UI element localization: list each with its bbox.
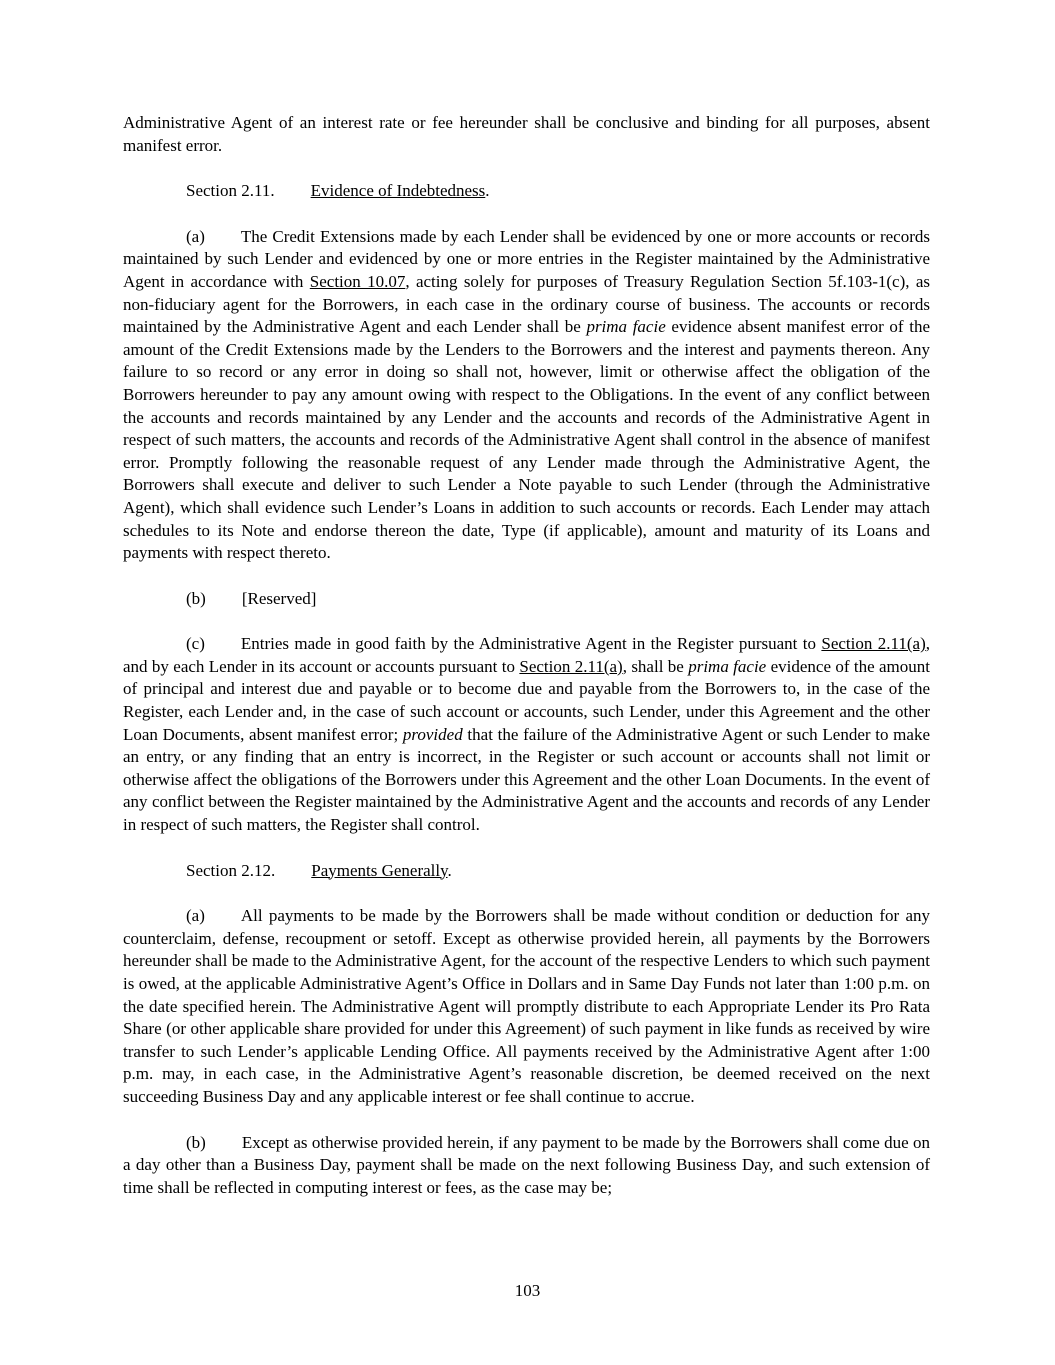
text-run: (c): [186, 634, 205, 654]
heading-section-2-12: [123, 860, 930, 883]
underlined-text: Payments Generally: [311, 860, 448, 880]
text-run: (b): [186, 588, 206, 608]
paragraph-2-11-b: [123, 588, 930, 611]
paragraph-2-11-a: [123, 226, 930, 565]
paragraph-2-12-a: [123, 905, 930, 1108]
text-run: Section 2.11.: [186, 181, 275, 201]
paragraph-2-12-b: [123, 1132, 930, 1200]
underlined-text: Evidence of Indebtedness: [310, 181, 486, 201]
underlined-text: Section 2.11(a): [519, 656, 623, 676]
text-run: , shall be: [622, 656, 689, 676]
text-run: evidence absent manifest error of the amount of the Credit Extensions made by the Lenders to the Borrowers and the interest and payments thereon. Any failure to so record or any error in doing so shall not, however, limit or otherwise affect the obligation of the Borrowers hereunder to pay any amount owing with respect to the Obligations. In the event of any conflict between the accounts and records maintained by any Lender and the accounts and records of the Administrative Agent in respect of such matters, the accounts and records of the Administrative Agent shall control in the absence of manifest error. Promptly following the reasonable request of any Lender made through the Administrative Agent, the Borrowers shall execute and deliver to such Lender a Note payable to such Lender (through the Administrative Agent), which shall evidence such Lender’s Loans in addition to such accounts or records. Each Lender may attach schedules to its Note and endorse thereon the date, Type (if applicable), amount and maturity of its Loans and payments with respect thereto.: [123, 317, 930, 563]
underlined-text: Section 2.11(a): [821, 634, 926, 654]
text-run: .: [485, 181, 490, 201]
text-run: .: [447, 860, 452, 880]
text-run: (a): [186, 226, 205, 246]
underlined-text: Section 10.07: [309, 271, 406, 291]
text-run: evidence of the amount of principal and interest due and payable or to become due and payable from the Borrowers to, in the case of the Register, each Lender and, in the case of such account or accounts, such Lender, under this Agreement and the other Loan Documents, absent manifest error;: [123, 656, 930, 744]
document-body: [123, 112, 930, 1222]
text-run: All payments to be made by the Borrowers shall be made without condition or deduction for any counterclaim, defense, recoupment or setoff. Except as otherwise provided herein, all payments by the Borrowers hereunder shall be made to the Administrative Agent, for the account of the respective Lenders to which such payment is owed, at the applicable Administrative Agent’s Office in Dollars and in Same Day Funds not later than 1:00 p.m. on the date specified herein. The Administrative Agent will promptly distribute to each Appropriate Lender its Pro Rata Share (or other applicable share provided for under this Agreement) of such payment in like funds as received by wire transfer to such Lender’s applicable Lending Office. All payments received by the Administrative Agent after 1:00 p.m. may, in each case, in the Administrative Agent’s reasonable discretion, be deemed received on the next succeeding Business Day and any applicable interest or fee shall continue to accrue.: [123, 906, 930, 1106]
paragraph-2-11-c: [123, 633, 930, 836]
text-run: , acting solely for purposes of Treasury Regulation Section 5f.103-1(c), as non-fiduciary agent for the Borrowers, in each case in the ordinary course of business. The accounts or records maintained by the Administrative Agent and each Lender shall be: [123, 271, 930, 337]
text-run: Except as otherwise provided herein, if any payment to be made by the Borrowers shall come due on a day other than a Business Day, payment shall be made on the next following Business Day, and such extension of time shall be reflected in computing interest or fees, as the case may be;: [123, 1132, 930, 1197]
text-run: that the failure of the Administrative Agent or such Lender to make an entry, or any finding that an entry is incorrect, in the Register or such account or accounts shall not limit or otherwise affect the obligations of the Borrowers under this Agreement and the other Loan Documents. In the event of any conflict between the Register maintained by the Administrative Agent and the accounts and records of any Lender in respect of such matters, the Register shall control.: [123, 724, 930, 835]
italic-text: prima facie: [688, 656, 767, 676]
italic-text: provided: [402, 724, 463, 744]
text-run: (a): [186, 906, 205, 926]
text-run: Entries made in good faith by the Administrative Agent in the Register pursuant to: [240, 634, 822, 654]
text-run: , and by each Lender in its account or accounts pursuant to: [123, 634, 930, 676]
text-run: Section 2.12.: [186, 860, 276, 880]
paragraph-intro-continuation: [123, 112, 930, 157]
page-number: 103: [514, 1281, 541, 1301]
text-run: Administrative Agent of an interest rate or fee hereunder shall be conclusive and binding for all purposes, absent manifest error.: [123, 113, 930, 155]
text-run: [Reserved]: [241, 588, 317, 608]
text-run: (b): [186, 1132, 206, 1152]
heading-section-2-11: [123, 180, 930, 203]
text-run: The Credit Extensions made by each Lender shall be evidenced by one or more accounts or records maintained by such Lender and evidenced by one or more entries in the Register maintained by the Administrative Agent in accordance with: [123, 226, 930, 291]
italic-text: prima facie: [586, 317, 666, 337]
